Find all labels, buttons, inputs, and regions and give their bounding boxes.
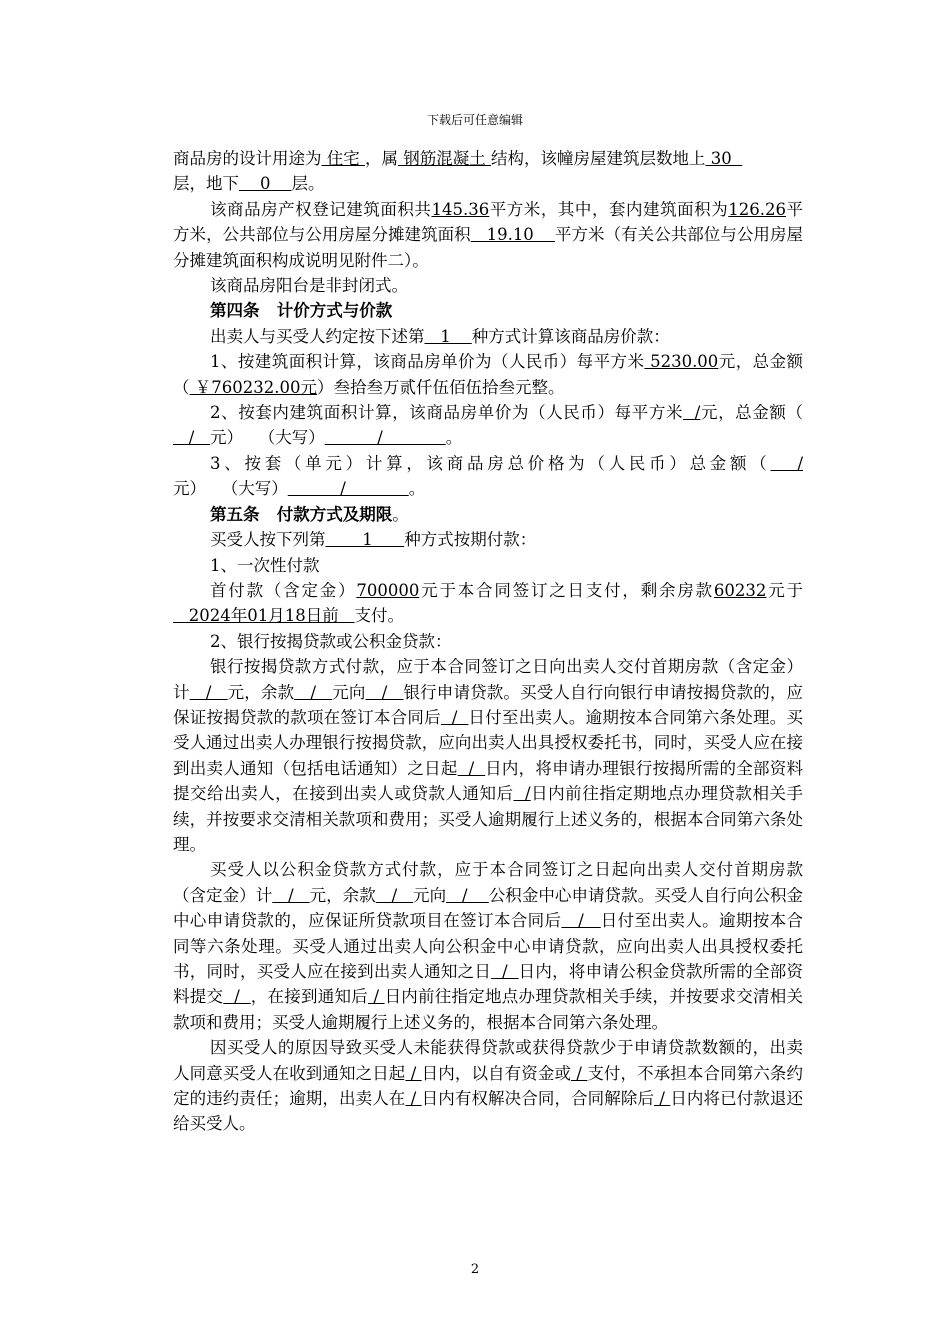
blank-value: / <box>654 1089 671 1109</box>
paragraph-provident-fund-loan <box>173 857 803 1035</box>
blank-value: / <box>189 682 228 702</box>
text: 元，余款 <box>309 885 376 905</box>
blank-value: / <box>683 403 701 423</box>
text: 。 <box>408 479 426 499</box>
blank-value: / <box>294 682 333 702</box>
text: 支付，不承担本合同第六条约定的违约责任；逾期，出卖人在 <box>173 1063 804 1109</box>
text: 日内，将申请办理银行按揭所需的全部资料提交给出卖人，在接到出卖人或贷款人通知后 <box>173 758 804 804</box>
text: 平方米（有关公共部位与公用房屋分摊建筑面积构成说明见附件二）。 <box>173 225 804 270</box>
blank-value: / <box>375 885 414 905</box>
text: 日付至出卖人。逾期按本合同等六条处理。买受人通过出卖人向公积金中心申请贷款，应向出卖人出具授权委托书，同时，买受人应在接到出卖人通知之日 <box>173 911 804 981</box>
text: 元向 <box>413 885 447 905</box>
design-use-value: 住宅 <box>321 149 365 168</box>
blank-value: / <box>561 911 601 931</box>
pricing-method-value: 1 <box>424 326 472 346</box>
blank-value: / <box>571 1063 588 1083</box>
unit-price-value: 5230.00 <box>644 352 719 372</box>
article-5-title-line <box>173 502 803 527</box>
text: 银行申请贷款。买受人自行向银行申请按揭贷款的，应保证按揭贷款的款项在签订本合同后 <box>173 682 804 727</box>
paragraph-down-payment <box>173 578 803 629</box>
blank-value: / <box>446 885 489 905</box>
blank-value: / <box>770 453 804 473</box>
payment-date-value: 2024年01月18日前 <box>173 606 355 626</box>
page-header: 下载后可任意编辑 <box>426 113 523 127</box>
blank-value: / <box>223 987 251 1007</box>
structure-value: 钢筋混凝土 <box>398 149 491 168</box>
text: 首付款（含定金） <box>210 580 357 600</box>
paragraph-price-by-unit <box>173 451 803 502</box>
text: 元，余款 <box>227 682 295 702</box>
payment-method-value: 1 <box>325 530 405 550</box>
text: 层。 <box>291 174 325 194</box>
text: 买受人以公积金贷款方式付款，应于本合同签订之日起向出卖人交付首期房款（含定金）计 <box>173 860 803 905</box>
paragraph-lump-sum: 1、一次性付款 <box>210 555 320 575</box>
paragraph-floors-below <box>173 171 803 196</box>
down-payment-value: 700000 <box>356 580 420 600</box>
page-number: 2 <box>470 1262 480 1277</box>
blank-value: / <box>272 885 310 905</box>
text: 因买受人的原因导致买受人未能获得贷款或获得贷款少于申请贷款数额的，出卖人同意买受人在收到通知之日起 <box>173 1038 803 1083</box>
text: 日内，将申请公积金贷款所需的全部资料提交 <box>173 962 804 1007</box>
paragraph-price-by-area <box>173 349 803 400</box>
article-4-title: 第四条 计价方式与价款 <box>210 301 393 321</box>
blank-value: / <box>440 707 469 727</box>
text: 支付。 <box>354 606 404 626</box>
paragraph-balcony: 该商品房阳台是非封闭式。 <box>210 276 408 296</box>
text: 元于本合同签订之日支付，剩余房款 <box>419 580 714 600</box>
text: 结构，该幢房屋建筑层数地上 <box>491 149 706 168</box>
blank-value: / <box>405 1063 422 1083</box>
blank-value: / <box>287 479 409 499</box>
text: 日内前往指定期地点办理贷款相关手续，并按要求交清相关款项和费用；买受人逾期履行上述义务的，根据本合同第六条处理。 <box>173 784 804 854</box>
text: 种方式按期付款： <box>404 530 537 550</box>
blank-value: / <box>491 962 519 981</box>
text: 元，总金额（ <box>700 403 803 423</box>
paragraph-bank-loan <box>173 654 803 857</box>
article-5-title: 第五条 付款方式及期限 <box>210 504 393 524</box>
text: 元，总金额（ <box>173 352 804 397</box>
text: 该商品房产权登记建筑面积共 <box>210 199 432 219</box>
remaining-value: 60232 <box>713 580 767 600</box>
text: 出卖人与买受人约定按下述第 <box>210 326 425 346</box>
text: ）叁拾叁万贰仟伍佰伍拾叁元整。 <box>316 377 565 397</box>
paragraph-loan-heading: 2、银行按揭贷款或公积金贷款： <box>210 631 452 651</box>
floors-below-value: 0 <box>239 174 292 194</box>
blank-value: / <box>368 987 385 1007</box>
paragraph-area <box>173 197 803 273</box>
paragraph-price-by-inner-area <box>173 400 803 451</box>
blank-value: / <box>324 428 446 448</box>
paragraph-payment-method <box>173 527 803 552</box>
text: 银行按揭贷款方式付款，应于本合同签订之日向出卖人交付首期房款（含定金）计 <box>173 657 803 702</box>
floors-above-value: 30 <box>705 149 743 168</box>
blank-value: / <box>457 758 486 778</box>
blank-value: / <box>513 784 531 804</box>
total-price-value: ￥760232.00元 <box>189 377 317 397</box>
text: 3、按套（单元）计算，该商品房总价格为（人民币）总金额（ <box>210 453 771 473</box>
text: 商品房的设计用途为 <box>173 149 322 168</box>
text: 2、按套内建筑面积计算，该商品房单价为（人民币）每平方米 <box>210 403 684 423</box>
text: 日内将已付款退还给买受人。 <box>173 1089 804 1134</box>
paragraph-design-use <box>173 146 803 171</box>
text: 平方米，公共部位与公用房屋分摊建筑面积 <box>173 199 804 245</box>
blank-value: / <box>173 428 211 448</box>
blank-value: / <box>405 1089 422 1109</box>
text: 。 <box>392 504 409 524</box>
text: 公积金中心申请贷款。买受人自行向公积金中心申请贷款的，应保证所贷款项目在签订本合同后 <box>173 885 804 931</box>
text: 元） （大写） <box>210 428 325 448</box>
area-shared-value: 19.10 <box>470 225 555 245</box>
text: ，在接到通知后 <box>250 987 369 1007</box>
area-inner-value: 126.26 <box>728 199 786 219</box>
blank-value: / <box>365 682 404 702</box>
text: 日付至出卖人。逾期按本合同第六条处理。买受人通过出卖人办理银行按揭贷款，应向出卖人出具授权委托书，同时，买受人应在接到出卖人通知（包括电话通知）之日起 <box>173 707 804 778</box>
text: 元于 <box>766 580 804 600</box>
text: 日内有权解决合同，合同解除后 <box>421 1089 655 1109</box>
text: 元向 <box>332 682 366 702</box>
text: 买受人按下列第 <box>210 530 326 550</box>
text: 元） （大写） <box>173 479 288 499</box>
text: 平方米，其中，套内建筑面积为 <box>489 199 729 219</box>
paragraph-loan-failure <box>173 1035 803 1137</box>
text: 日内前往指定地点办理贷款相关手续，并按要求交清相关款项和费用；买受人逾期履行上述义务的，根据本合同第六条处理。 <box>173 987 803 1032</box>
text: ，属 <box>365 149 398 168</box>
paragraph-pricing-method <box>173 324 803 349</box>
document-body <box>173 146 803 1137</box>
text: 。 <box>445 428 463 448</box>
area-total-value: 145.36 <box>431 199 490 219</box>
text: 日内，以自有资金或 <box>421 1063 572 1083</box>
text: 1、按建筑面积计算，该商品房单价为（人民币）每平方米 <box>210 352 645 372</box>
text: 层，地下 <box>173 174 239 194</box>
text: 种方式计算该商品房价款： <box>471 326 670 346</box>
